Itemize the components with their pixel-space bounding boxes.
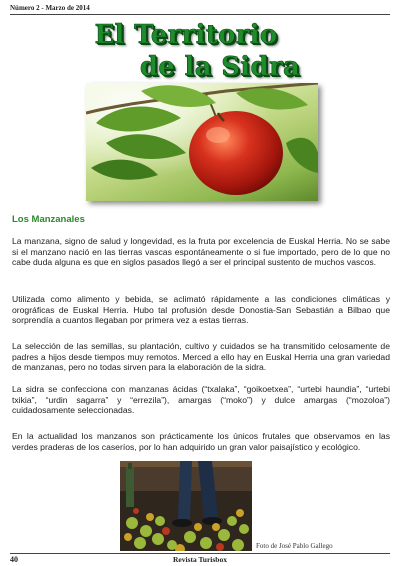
issue-date: Número 2 - Marzo de 2014 [10,4,90,12]
magazine-name: Revista Turisbox [173,555,227,564]
article-title-line1: El Territorio [94,20,278,50]
apple-photo-icon [86,83,318,201]
article-paragraph: La selección de las semillas, su plantación, cultivo y cuidados se ha transmitido celosamente de padres a hijos desde tiempos muy remotos. Merced a ello hay en Euskal Herria una gran variedad de manzanas, pero no todas sirven para la elaboración de la sidra. [12,341,390,373]
article-paragraph: Utilizada como alimento y bebida, se aclimató rápidamente a las condiciones climáticas y orográficas de Euskal Herria. Hubo tal profusión desde Donostia-San Sebastián a Bilbao que sorprendía a cuantos llegaban por primera vez a estas tierras. [12,294,390,326]
article-title-line2: de la Sidra [139,52,301,82]
header-divider [10,14,390,15]
apple-crushing-photo-icon [120,461,252,551]
page-number: 40 [10,555,18,564]
article-paragraph: La manzana, signo de salud y longevidad, es la fruta por excelencia de Euskal Herria. No se sabe si el manzano nació en las tierras vascas espontáneamente o si fue importado, pero de lo que no cabe duda alguna es que en siglos pasados llegó a ser el principal sustento de muchos vascos. [12,236,390,268]
article-paragraph: En la actualidad los manzanos son prácticamente los únicos frutales que observamos en las verdes praderas de los caseríos, por lo han adquirido un gran valor paisajístico y ecológico. [12,431,390,452]
section-title: Los Manzanales [12,214,85,225]
photo-caption: Foto de José Pablo Gallego [256,542,333,550]
article-paragraph: La sidra se confecciona con manzanas ácidas (“txalaka”, “goikoetxea”, “urtebi haundia”, “urtebi txikia”, “urdin sagarra” y “errezila”), amargas (“moko”) y dulce amargas (“mozoloa”) cuidadosamente seleccionadas. [12,384,390,416]
footer-divider [10,553,390,554]
